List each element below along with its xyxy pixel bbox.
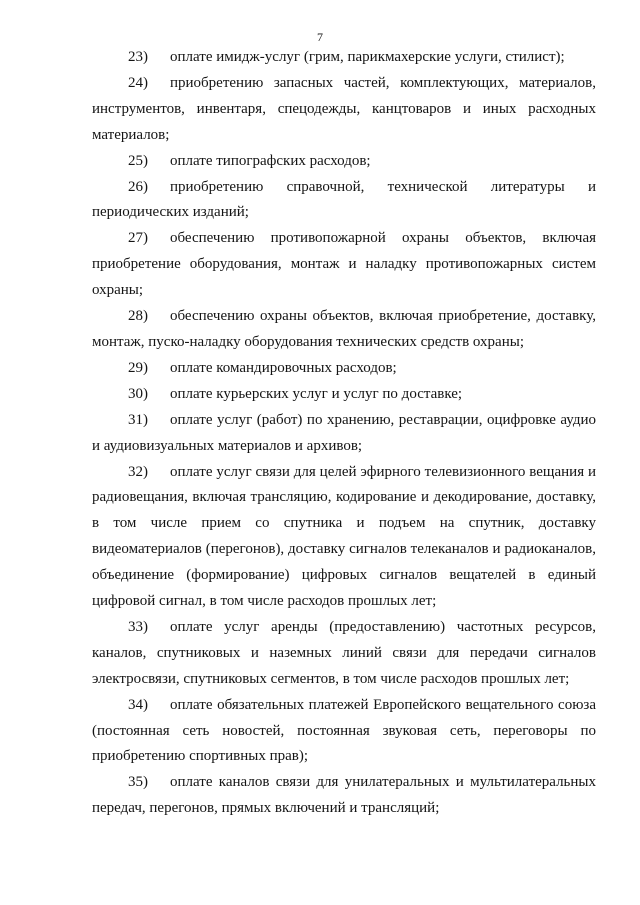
item-number: 35) [128,774,148,791]
list-item [92,175,596,227]
item-text: обеспечению противопожарной охраны объектов, включая приобретение оборудования, монтаж и наладку противопожарных систем охраны; [92,230,596,299]
item-text: приобретению запасных частей, комплектующих, материалов, инструментов, инвентаря, спецодежды, канцтоваров и иных расходных материалов; [92,74,596,143]
item-text: обеспечению охраны объектов, включая приобретение, доставку, монтаж, пуско-наладку оборудования технических средств охраны; [92,308,596,350]
item-number: 26) [128,178,148,195]
item-text: оплате курьерских услуг и услуг по доставке; [170,385,463,402]
item-number: 28) [128,308,148,325]
item-number: 30) [128,385,148,402]
list-item [92,149,596,175]
list-item [92,71,596,149]
list-item [92,382,596,408]
list-item [92,304,596,356]
item-number: 27) [128,230,148,247]
item-text: оплате каналов связи для унилатеральных и мультилатеральных передач, перегонов, прямых включений и трансляций; [92,774,596,817]
document-body [92,45,596,822]
item-text: оплате типографских расходов; [170,152,371,169]
item-number: 23) [128,49,148,65]
list-item [92,460,596,615]
item-number: 33) [128,618,148,635]
list-item [92,408,596,460]
item-text: оплате услуг (работ) по хранению, реставрации, оцифровке аудио и аудиовизуальных материалов и архивов; [92,411,596,454]
list-item [92,770,596,822]
list-item [92,693,596,771]
item-text: оплате имидж-услуг (грим, парикмахерские услуги, стилист); [170,49,565,65]
list-item [92,356,596,382]
item-number: 25) [128,152,148,169]
item-text: приобретению справочной, технической литературы и периодических изданий; [92,178,596,221]
list-item [92,45,596,71]
list-item [92,615,596,693]
item-text: оплате услуг связи для целей эфирного телевизионного вещания и радиовещания, включая трансляцию, кодирование и декодирование, доставку, в том числе прием со спутника и подъем на спутник, доставку видеоматериалов (перегонов), доставку сигналов телеканалов и радиоканалов, объединение (формирование) цифровых сигналов вещателей в единый цифровой сигнал, в том числе расходов прошлых лет; [92,463,596,610]
item-text: оплате услуг аренды (предоставлению) частотных ресурсов, каналов, спутниковых и наземных линий связи для передачи сигналов электросвязи, спутниковых сегментов, в том числе расходов прошлых лет; [92,618,596,687]
item-text: оплате командировочных расходов; [170,359,397,376]
item-number: 29) [128,359,148,376]
item-number: 31) [128,411,148,428]
item-text: оплате обязательных платежей Европейского вещательного союза (постоянная сеть новостей, постоянная звуковая сеть, переговоры по приобретению спортивных прав); [92,696,596,765]
item-number: 24) [128,74,148,91]
page-number: 7 [317,30,323,44]
item-number: 34) [128,696,148,713]
item-number: 32) [128,463,148,480]
list-item [92,226,596,304]
